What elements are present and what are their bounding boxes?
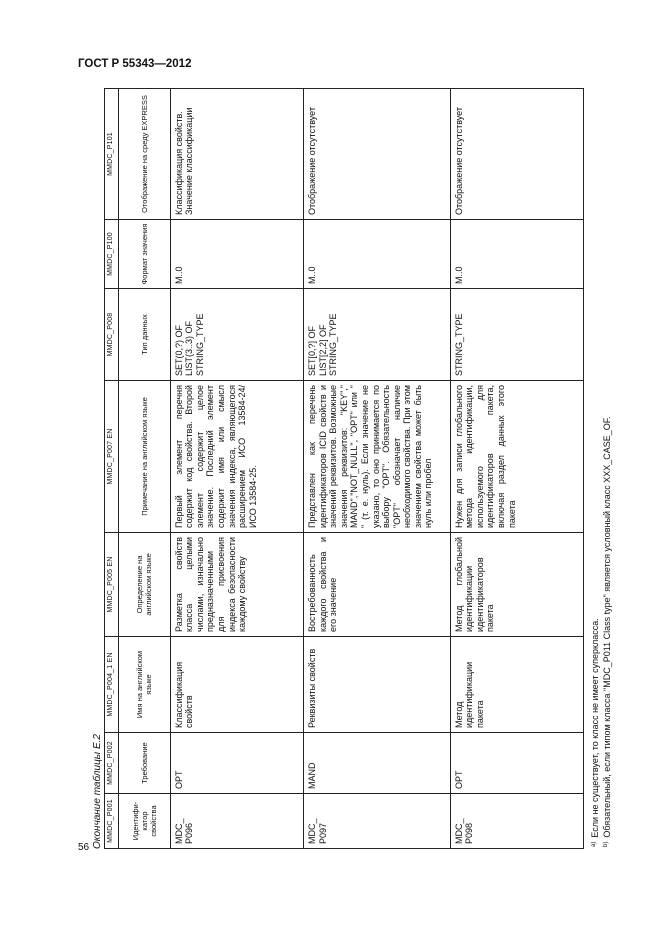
footnote-mark: b) xyxy=(602,841,609,847)
footnote xyxy=(601,107,613,847)
property-id-cell: MDC_ P096 xyxy=(170,794,303,849)
column-code-row xyxy=(105,89,119,849)
table-caption: Окончание таблицы Е.2 xyxy=(92,734,103,849)
column-code: MMDC_P101 xyxy=(105,89,119,220)
definition-cell: Разметка свойств класса целыми числами, изначально предназначенными для присвоения индекса безопасности каждому свойству xyxy=(170,533,303,637)
column-header: Имя на английском языке xyxy=(119,637,170,733)
column-code: MMDC_P005 EN xyxy=(105,533,119,637)
datatype-cell: SET[0,?] OF LIST[2,2] OF STRING_TYPE xyxy=(303,289,450,381)
datatype-cell: STRING_TYPE xyxy=(450,289,583,381)
table-row xyxy=(450,89,583,849)
table-row xyxy=(170,89,303,849)
definition-cell: Востребованность каждого свойства и его значение xyxy=(303,533,450,637)
requirement-cell: OPT xyxy=(450,733,583,794)
column-header: Требование xyxy=(119,733,170,794)
datatype-cell: SET(0,?) OF LIST(3..3) OF STRING_TYPE xyxy=(170,289,303,381)
footnote-text: Если не существует, то класс не имеет суперкласса. xyxy=(590,618,600,838)
column-header: Отображение на среду EXPRESS xyxy=(119,89,170,220)
format-cell: M..0 xyxy=(303,220,450,289)
properties-table xyxy=(104,88,584,849)
note-cell: Первый элемент перечня содержит код свойства. Второй элемент содержит целое значение. Последний элемент содержит имя или смысл значения индекса, являющегося расширением ИСО 13584-24/ ИСО 13584-25. xyxy=(170,381,303,533)
definition-cell: Метод глобальной идентификации идентификаторов пакета xyxy=(450,533,583,637)
column-code: MMDC_P002 xyxy=(105,733,119,794)
column-code: MMDC_P008 xyxy=(105,289,119,381)
column-header: Примечание на английском языке xyxy=(119,381,170,533)
table-row xyxy=(303,89,450,849)
footnote-text: Обязательный, если типом класса "MDC_P011 Class type" является условный класс XXX_CASE_OF. xyxy=(601,416,612,838)
column-code: MMDC_P001 xyxy=(105,794,119,849)
name-cell: Классификация свойств xyxy=(170,637,303,733)
footnote-mark: a) xyxy=(591,841,597,847)
column-code: MMDC_P004_1 EN xyxy=(105,637,119,733)
name-cell: Метод идентификации пакета xyxy=(450,637,583,733)
format-cell: M..0 xyxy=(170,220,303,289)
column-code: MMDC_P007 EN xyxy=(105,381,119,533)
express-cell: Классификация свойств. Значение классификации xyxy=(170,89,303,220)
column-header: Идентифи-катор свойства xyxy=(119,794,170,849)
name-cell: Реквизиты свойств xyxy=(303,637,450,733)
document-header: ГОСТ Р 55343—2012 xyxy=(78,58,192,70)
note-cell: Представлен как перечень идентификаторов ICID свойств и значений реквизитов. Возможные значения реквизитов: "KEY"," MAND","NOT_NULL", "OPT" или " " (т. е. нуль). Если значение не указано, то оно принимается по выбору "OPT". Обязательность "OPT" обозначает наличие необходимого свойства. При этом значением свойства может быть нуль или пробел xyxy=(303,381,450,533)
footnote xyxy=(589,107,601,847)
requirement-cell: MAND xyxy=(303,733,450,794)
express-cell: Отображение отсутствует xyxy=(450,89,583,220)
column-header: Тип данных xyxy=(119,289,170,381)
note-cell: Нужен для записи глобального метода идентификации, используемого для идентификаторов пакета, включая раздел данных этого пакета xyxy=(450,381,583,533)
express-cell: Отображение отсутствует xyxy=(303,89,450,220)
requirement-cell: OPT xyxy=(170,733,303,794)
rotated-table-section xyxy=(92,89,619,849)
footnotes xyxy=(589,107,612,847)
column-header: Формат значения xyxy=(119,220,170,289)
format-cell: M..0 xyxy=(450,220,583,289)
column-code: MMDC_P100 xyxy=(105,220,119,289)
column-header: Определение на английском языке xyxy=(119,533,170,637)
property-id-cell: MDC_ P097 xyxy=(303,794,450,849)
property-id-cell: MDC_ P098 xyxy=(450,794,583,849)
column-header-row xyxy=(119,89,170,849)
page-number: 56 xyxy=(78,842,90,853)
